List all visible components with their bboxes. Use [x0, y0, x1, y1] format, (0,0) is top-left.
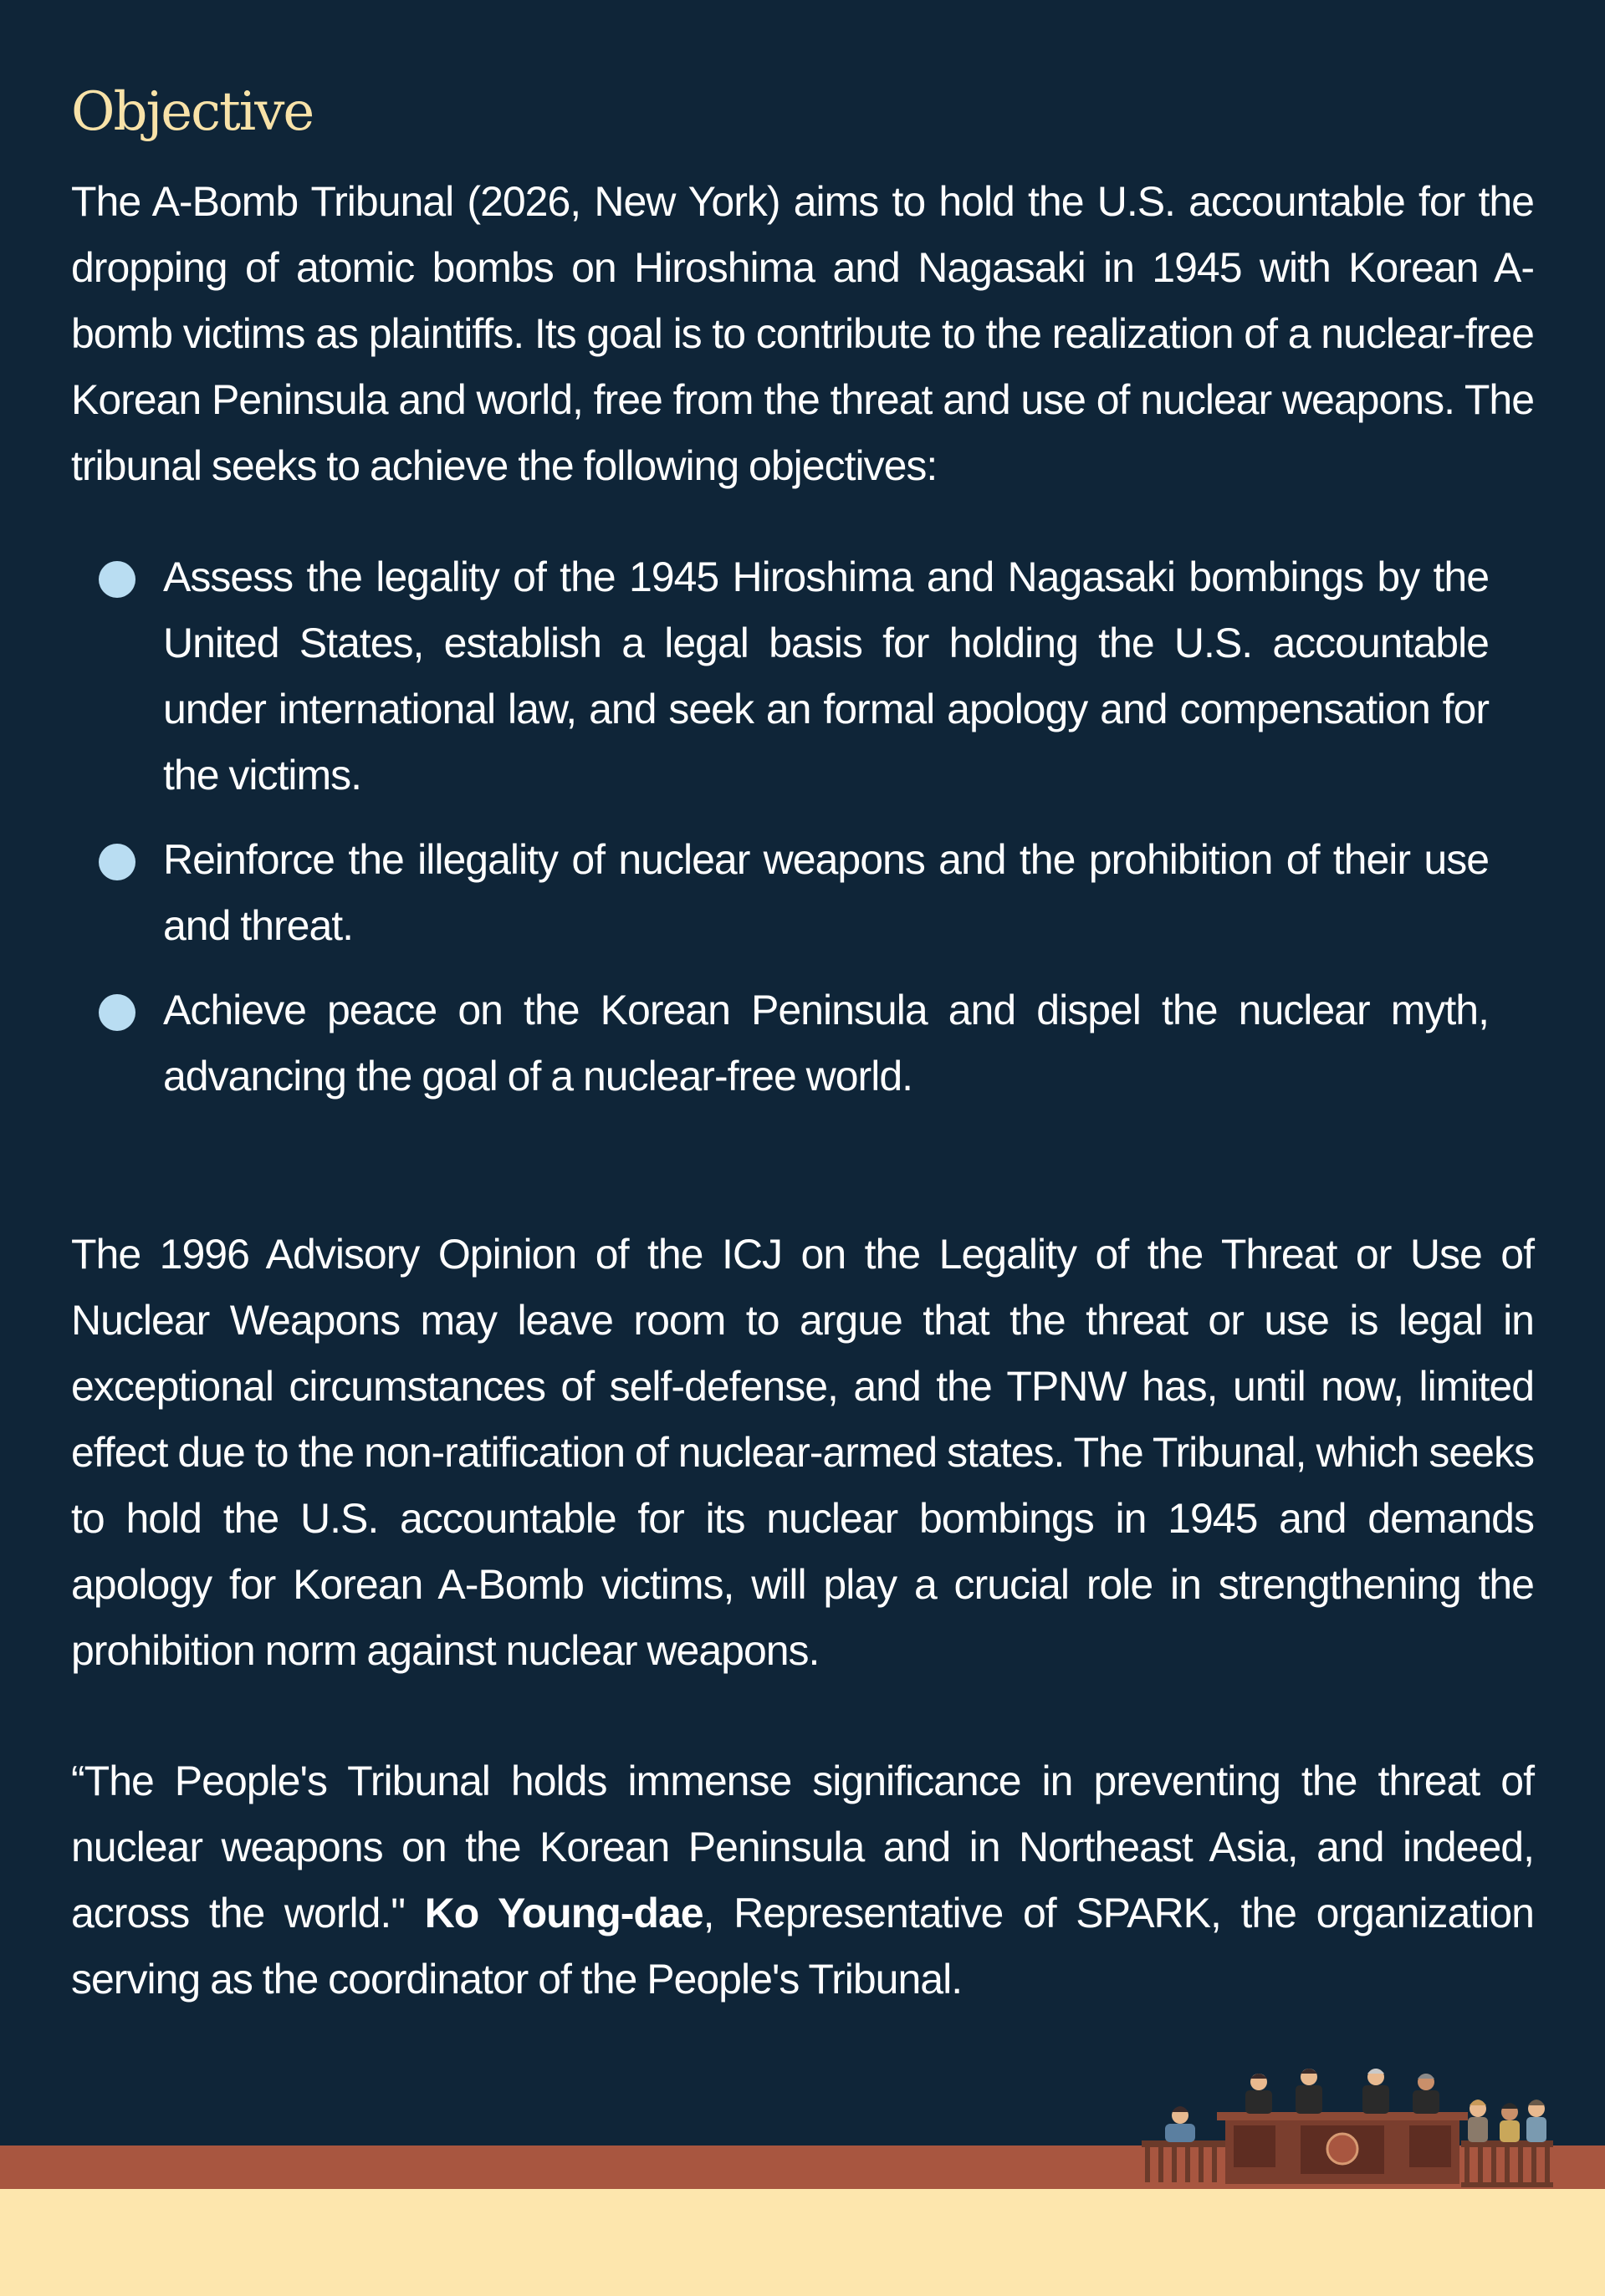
main-content [71, 77, 1534, 2013]
list-item [163, 827, 1489, 959]
courtroom-illustration [1133, 2057, 1560, 2191]
objectives-list [71, 544, 1489, 1110]
bullet-dot-icon [99, 561, 135, 598]
witness-figure-icon [1165, 2106, 1195, 2142]
list-item [163, 977, 1489, 1110]
context-paragraph: The 1996 Advisory Opinion of the ICJ on the Legality of the Threat or Use of Nuclear Weapons may leave room to argue that the threat or use is legal in exceptional circumstances of self-defense, and the TPNW has, until now, limited effect due to the non-ratification of nuclear-armed states. The Tribunal, which seeks to hold the U.S. accountable for its nuclear bombings in 1945 and demands apology for Korean A-Bomb victims, will play a crucial role in strengthening the prohibition norm against nuclear weapons. [71, 1231, 1534, 1674]
section-title: Objective [71, 81, 314, 143]
judges-figures-icon [1245, 2069, 1439, 2114]
right-railing-icon [1461, 2140, 1553, 2187]
objective-text: Reinforce the illegality of nuclear weapons and the prohibition of their use and threat. [163, 836, 1489, 949]
quote-paragraph [71, 1748, 1534, 2013]
quote-speaker: Ko Young-dae [424, 1890, 703, 1936]
judge-bench-icon [1217, 2112, 1468, 2184]
bullet-dot-icon [99, 994, 135, 1031]
list-item [163, 544, 1489, 809]
left-railing-icon [1142, 2140, 1225, 2182]
intro-paragraph: The A-Bomb Tribunal (2026, New York) aims to hold the U.S. accountable for the dropping of atomic bombs on Hiroshima and Nagasaki in 1945 with Korean A-bomb victims as plaintiffs. Its goal is to contribute to the realization of a nuclear-free Korean Peninsula and world, free from the threat and use of nuclear weapons. The tribunal seeks to achieve the following objectives: [71, 178, 1534, 489]
quote-text: “The People's Tribunal holds immense significance in preventing the threat of nuclear weapons on the Korean Peninsula and in Northeast Asia, and indeed, across the world." [71, 1758, 1534, 1936]
objective-text: Assess the legality of the 1945 Hiroshima and Nagasaki bombings by the United States, establish a legal basis for holding the U.S. accountable under international law, and seek an formal apology and compensation for the victims. [163, 554, 1489, 798]
audience-figures-icon [1468, 2100, 1546, 2142]
footer-floor [0, 2189, 1605, 2296]
quote-attribution: , Representative of SPARK, the organization serving as the coordinator of the People's Tribunal. [71, 1890, 1534, 2003]
bullet-dot-icon [99, 844, 135, 880]
objective-text: Achieve peace on the Korean Peninsula and dispel the nuclear myth, advancing the goal of a nuclear-free world. [163, 987, 1489, 1100]
